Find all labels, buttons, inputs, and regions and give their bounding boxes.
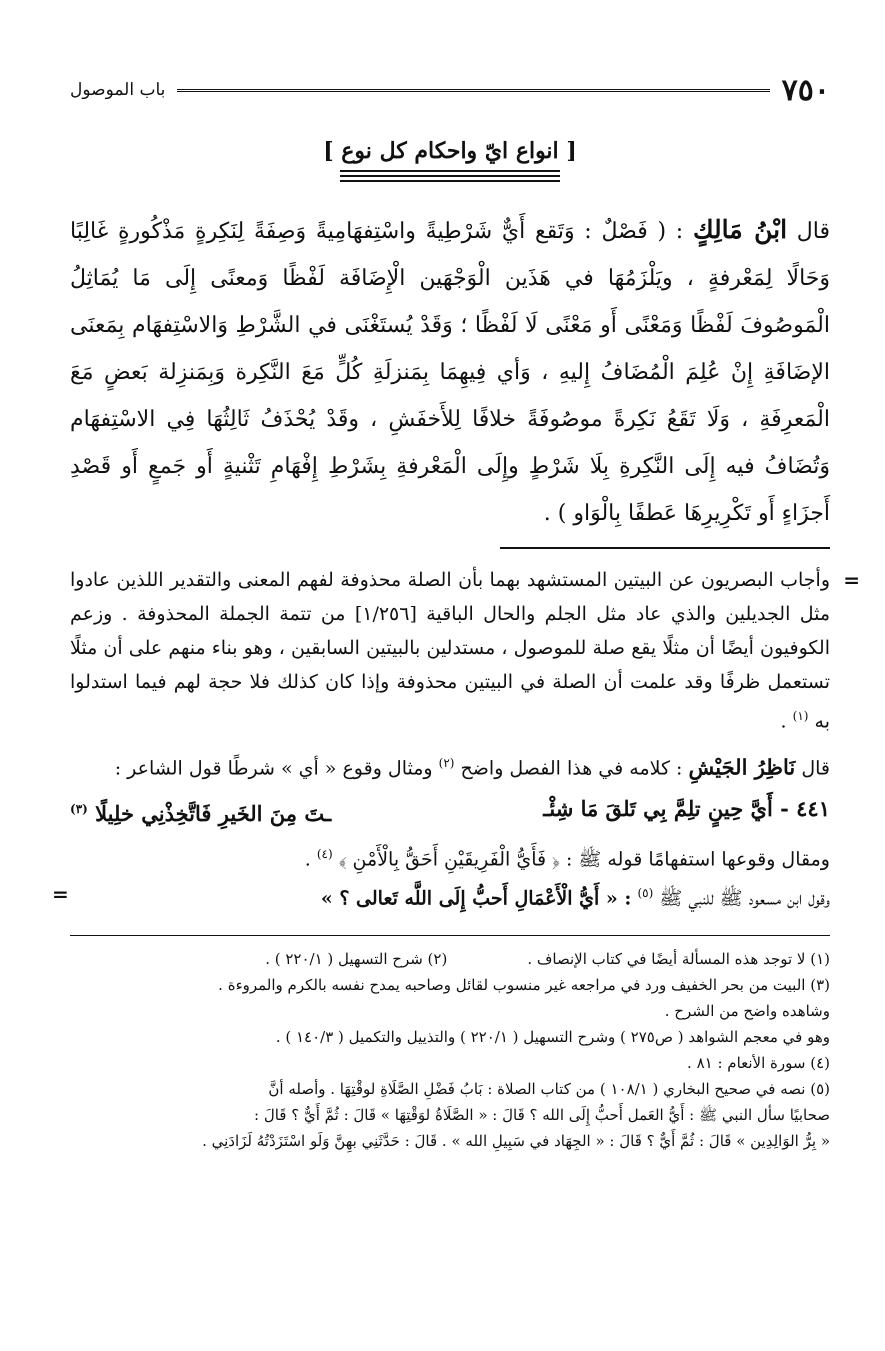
footnote-5-end: « بِرُّ الوَالِدِين » قَالَ : ثُمَّ أَيٌّ ؟ قَالَ : « الجِهَاد في سَبِيلِ الله » . قَالَ : حَدَّثَنِي بهِنَّ وَلَو اسْتَزَدْتُهُ لَزَادَنِي . — [202, 1132, 830, 1151]
section-heading — [70, 138, 830, 182]
footnote-5: (٥) نصه في صحيح البخاري ( ١٠٨/١ ) من كتاب الصلاة : بَابُ فَضْلِ الصَّلَاةِ لوقْتِهَا . وأصله أنَّ — [268, 1080, 830, 1099]
footnotes — [70, 946, 830, 1154]
verse-second-hemistich — [70, 792, 331, 831]
commentary-paragraph — [70, 876, 830, 915]
hadith-quote: : « أَيُّ الْأَعْمَالِ أَحبُّ إِلَى اللَّه تَعالى ؟ » — [320, 887, 632, 910]
footnote-5-cont: صحابيًا سأل النبي ﷺ : أَيُّ العَمل أَحبُّ إِلَى الله ؟ قَالَ : « الصَّلَاةُ لوَقْتِهَا » قَالَ : ثُمَّ أَيٌّ ؟ قَالَ : — [254, 1106, 830, 1125]
section-title: [ انواع ايّ واحكام كل نوع ] — [323, 138, 577, 164]
matn-separator — [500, 547, 830, 549]
page-number: ٧٥٠ — [781, 72, 830, 108]
verse-number: ٤٤١ - — [780, 795, 830, 821]
commentary — [52, 563, 860, 915]
commentary-paragraph: ومقال وقوعها استفهامًا قوله ﷺ : ﴿ فَأَيُّ الْفَرِيقَيْنِ أَحَقُّ بِالْأَمْنِ ﴾ $^{(٤)}$ . — [304, 846, 830, 870]
footnote-3-cont: وشاهده واضح من الشرح . — [664, 1002, 830, 1021]
verse-first-hemistich — [543, 792, 830, 831]
commentary-intro: قال — [801, 757, 830, 780]
chapter-title: باب الموصول — [70, 80, 166, 100]
verse-second-text: ـتَ مِنَ الخَيرِ فَاتَّخِذْنِي خلِيلًا — [95, 800, 332, 826]
footnote-3: (٣) البيت من بحر الخفيف ورد في مراجعه غير منسوب لقائل وصاحبه يمدح نفسه بالكرم والمروءة . — [218, 976, 830, 995]
section-underline — [340, 170, 560, 182]
quran-quote: ومقال وقوعها استفهامًا قوله ﷺ : ﴿ فَأَيُّ الْفَرِيقَيْنِ أَحَقُّ بِالْأَمْنِ ﴾ — [338, 847, 830, 870]
matn-intro: قال — [796, 219, 831, 244]
commentary-text: ومثال وقوع « أي » شرطًا قول الشاعر : — [114, 757, 433, 780]
footnote-3-source: وهو في معجم الشواهد ( ص٢٧٥ ) وشرح التسهيل ( ٢٢٠/١ ) والتذييل والتكميل ( ١٤٠/٣ ) . — [275, 1028, 830, 1047]
footnote-rule — [70, 935, 830, 936]
continuation-mark-end: = — [52, 882, 69, 907]
footnote-ref: (٤) — [316, 846, 333, 861]
commentary-text: وأجاب البصريون عن البيتين المستشهد بهما بأن الصلة محذوفة لفهم المعنى والتقدير اللذين عادوا مثل الجديلين والذي عاد مثل الجلم والحال الباقية [١/٢٥٦] من تتمة الجملة المحذوفة . وزعم الكوفيون أيضًا أن مثلًا يقع صلة للموصول ، مستدلين بالبيتين السابقين ، وهو بناء منهم على أن مثلًا تستعمل ظرفًا وقد علمت أن الصلة في البيتين محذوفة وإذا كان كذلك فلا حجة لهم فيما استدلوا به — [70, 569, 831, 733]
footnote-1: (١) لا توجد هذه المسألة أيضًا في كتاب الإنصاف . — [527, 950, 830, 969]
main-text — [70, 206, 830, 537]
verse-first-text: أَيَّ حِينٍ تلِمَّ بِي تَلقَ مَا شِئْـ — [543, 795, 773, 821]
continuation-mark-start: = — [843, 568, 860, 592]
commentary-paragraph — [70, 746, 830, 785]
footnote-ref: (١) — [792, 709, 809, 723]
running-header — [70, 70, 830, 110]
matn-body: : ( فَصْلٌ : وَتَقع أَيٌّ شَرْطِيةً واسْتِفهَامِيةً وَصِفَةً لِنَكِرةٍ مَذْكُورةٍ غَالِبًا وَحَالًا لِمَعْرفةٍ ، ويَلْزَمُهَا في هَذَين الْوَجْهَين الْإِضَافَة لَفْظًا وَمعنًى إِلَى مَا يُمَاثِلُ الْمَوصُوفَ لَفْظًا وَمَعْنًى أَو مَعْنًى لَا لَفْظًا ؛ وَقَدْ يُستَغْنَى في الشَّرْطِ وَالاسْتِفهَام بِمَعنَى الإضَافَةِ إِنْ عُلِمَ الْمُضَافُ إِليهِ ، وَأي فِيهِمَا بِمَنزلَةِ كُلٍّ مَعَ النَّكِرة وَبِمَنزِلة بَعضٍ مَعَ الْمَعرِفَةِ ، وَلَا تَقَعُ نَكِرةً موصُوفَةً خلافًا لِلأَخفَشِ ، وقَدْ يُحْذَفُ ثَالِثُهَا فِي الاسْتِفهَام وَتُضَافُ فيه إِلَى النَّكِرةِ بِلَا شَرْطٍ وإِلَى الْمَعْرفةِ بِشَرْطِ إِفْهَامِ تَثْنيةٍ أَو جَمعٍ أَو قَصْدِ أَجزَاءٍ أَو تَكْرِيرِهَا عَطفًا بِالْوَاو ) . — [70, 219, 830, 526]
commentary-text: وقول ابن مسعود ﷺ للنبي ﷺ — [659, 887, 830, 910]
matn-author: ابْنُ مَالِكٍ — [692, 215, 788, 244]
commentary-paragraph: وأجاب البصريون عن البيتين المستشهد بهما بأن الصلة محذوفة لفهم المعنى والتقدير اللذين عادوا مثل الجديلين والذي عاد مثل الجلم والحال الباقية [١/٢٥٦] من تتمة الجملة المحذوفة . وزعم الكوفيون أيضًا أن مثلًا يقع صلة للموصول ، مستدلين بالبيتين السابقين ، وهو بناء منهم على أن مثلًا تستعمل ظرفًا وقد علمت أن الصلة في البيتين محذوفة وإذا كان كذلك فلا حجة لهم فيما استدلوا به $^{(١)}$ . — [70, 569, 831, 733]
footnote-4: (٤) سورة الأنعام : ٨١ . — [687, 1054, 830, 1073]
footnote-ref: (٢) — [438, 756, 455, 771]
footnote-2: (٢) شرح التسهيل ( ٢٢٠/١ ) . — [265, 950, 448, 969]
commentary-author: نَاظِرُ الجَيْشِ — [688, 754, 796, 780]
poetry-verse — [70, 792, 830, 831]
commentary-text: : كلامه في هذا الفصل واضح — [460, 757, 683, 780]
footnote-ref: (٣) — [70, 801, 88, 816]
header-rule — [177, 89, 769, 92]
footnote-ref: (٥) — [637, 885, 654, 900]
footnote-row — [70, 946, 830, 972]
book-page — [52, 70, 860, 1154]
